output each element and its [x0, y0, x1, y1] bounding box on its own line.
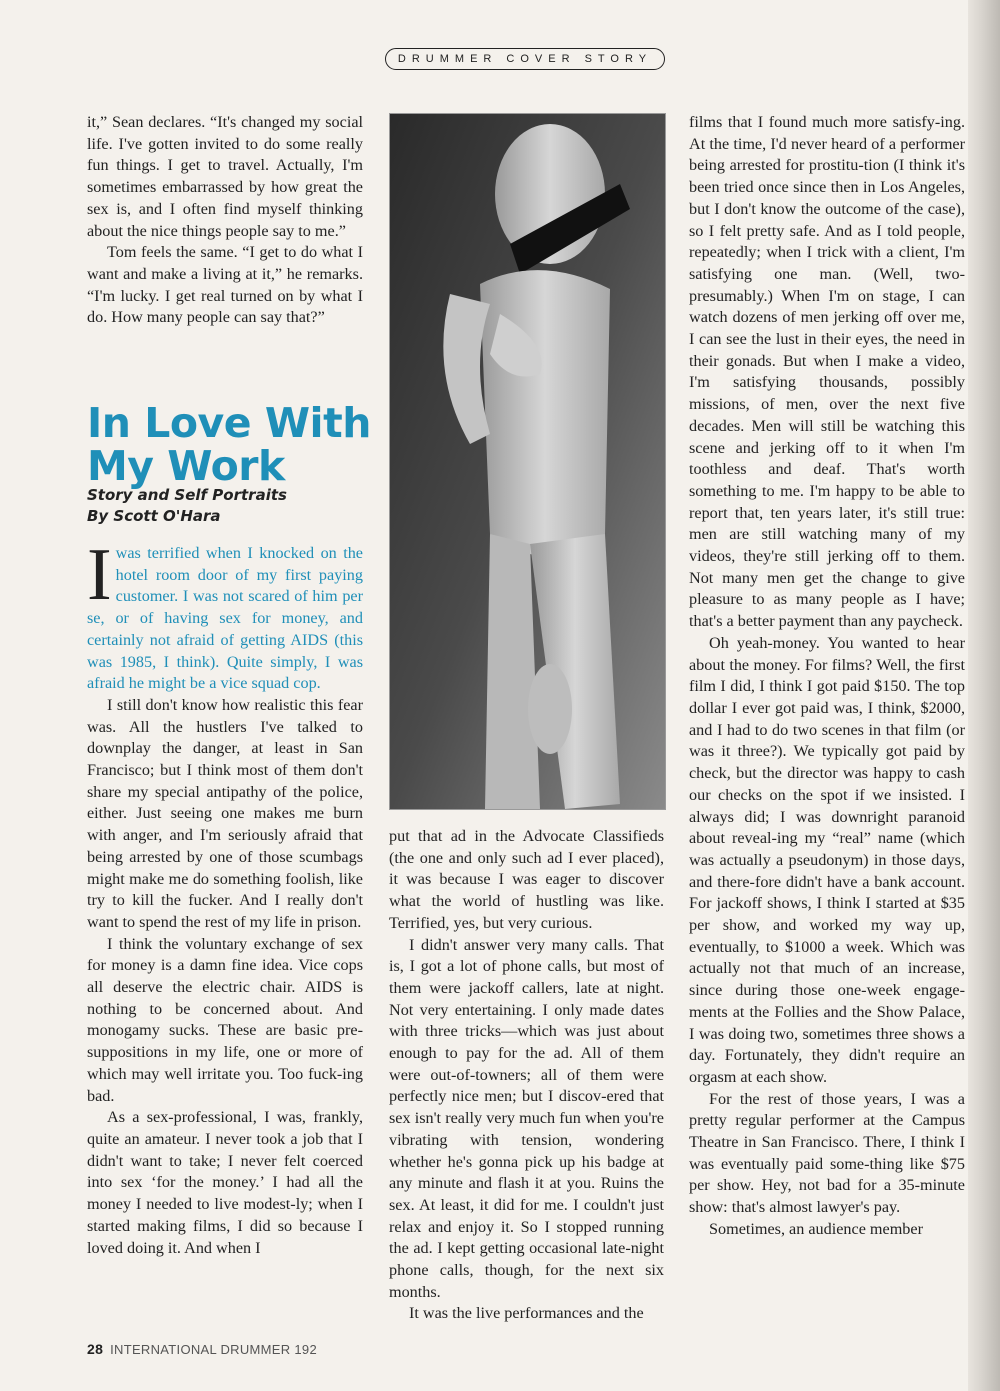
column-1-body	[87, 534, 363, 1259]
column-1-top	[87, 112, 363, 329]
lead-paragraph	[87, 534, 363, 695]
paragraph: put that ad in the Advocate Classifieds (the one and only such ad I ever placed), it was because I was eager to discover what the world of hustling was like. Terrified, yes, but very curious.	[389, 827, 664, 932]
paragraph: it,” Sean declares. “It's changed my social life. I've gotten invited to do some really fun things. I get to travel. Actually, I'm sometimes embarrassed by how great the sex is, and I often find myself thinking about the nice things people say to me.”	[87, 113, 363, 240]
paragraph: I still don't know how realistic this fear was. All the hustlers I've talked to downplay the danger, at least in San Francisco; but I think most of them don't share my special antipathy of the police, either. Just seeing one makes me burn with anger, and I'm seriously afraid that being arrested by one of those scumbags might make me do something foolish, like try to kill the fucker. And I really don't want to spend the rest of my life in prison.	[87, 695, 363, 931]
paragraph: I think the voluntary exchange of sex for money is a damn fine idea. Vice cops all deserve the electric chair. AIDS is nothing to be concerned about. And monogamy sucks. These are basic pre-suppositions in my life, one or more of which may well irritate you. Too fuck-ing bad.	[87, 934, 363, 1105]
column-3-body	[689, 112, 965, 1241]
article-headline	[87, 399, 377, 490]
paragraph: Oh yeah-money. You wanted to hear about the money. For films? Well, the first film I did, I think I got paid $150. The top dollar I ever got paid was, I think, $2000, and I had to do two scenes in that film (or was it three?). We typically got paid by check, but the director was happy to cash our checks on the spot if we insisted. I always did; I was downright paranoid about reveal-ing my “real” name (which was actually a pseudonym) in those days, and there-fore didn't have a bank account. For jackoff shows, I think I started at $35 per show, and worked my way up, eventually, to $1000 a week. Which was actually not that much of an increase, since during those one-week engage-ments at the Follies and the Show Palace, I was doing two, sometimes three shows a day. Fortunately, they didn't require an orgasm at each show.	[689, 633, 965, 1086]
page-number: 28	[87, 1341, 104, 1357]
paragraph: films that I found much more satisfy-ing. At the time, I'd never heard of a performer being arrested for prostitu-tion (I think it's been tried once since then in Los Angeles, but I don't know the outcome of the case), so I felt pretty safe. And as I told people, repeatedly; when I trick with a client, I'm satisfying one man. (Well, two-presumably.) When I'm on stage, I can watch dozens of men jerking off over me, I can see the lust in their eyes, the need in their gonads. But when I make a video, I'm satisfying thousands, possibly missions, of men, over the next five decades. Men will still be watching this scene and jerking off to it when I'm toothless and deaf. That's worth something to me. I'm happy to be able to report that, ten years later, it's still true: men are still watching many of my videos, they're still jerking off to them. Not many men get the change to give pleasure to as many people as I have; that's a better payment than any paycheck.	[689, 113, 965, 631]
paragraph: Tom feels the same. “I get to do what I want and make a living at it,” he remarks. “I'm lucky. I get real turned on by what I do. How many people can say that?”	[87, 243, 363, 327]
paragraph: For the rest of those years, I was a pretty regular performer at the Campus Theatre in San Francisco. There, I think I was eventually paid some-thing like $75 per show. Hey, not bad for a 35-minute show: that's almost lawyer's pay.	[689, 1089, 965, 1217]
page-footer	[87, 1341, 317, 1357]
drop-cap: I	[87, 534, 112, 616]
photo-illustration	[390, 114, 665, 809]
next-page-edge	[968, 0, 1000, 1391]
headline-line-2: My Work	[87, 442, 285, 490]
paragraph: Sometimes, an audience member	[709, 1219, 923, 1238]
self-portrait-photo	[389, 113, 666, 810]
headline-line-1: In Love With	[87, 399, 371, 447]
paragraph: It was the live performances and the	[409, 1304, 644, 1323]
article-subtitle: Story and Self Portraits	[87, 486, 287, 504]
paragraph: I didn't answer very many calls. That is, I got a lot of phone calls, but most of them were jackoff callers, late at night. Not very entertaining. I only made dates with three tricks—which was just about enough to pay for the ad. All of them were out-of-towners; all of them were perfectly nice men; but I discov-ered that sex isn't really very much fun when you're vibrating with tension, wondering whether he's gonna pick up his badge at any minute and flash it at you. Ruins the sex. At least, it did for me. I couldn't just relax and enjoy it. So I stopped running the ad. I kept getting occasional late-night phone calls, though, for the next six months.	[389, 935, 664, 1301]
section-header: DRUMMER COVER STORY	[385, 48, 665, 70]
publication-name: INTERNATIONAL DRUMMER 192	[110, 1342, 317, 1357]
byline	[87, 485, 363, 527]
paragraph: As a sex-professional, I was, frankly, quite an amateur. I never took a job that I didn't want to take; I never felt coerced into sex ‘for the money.’ I had all the money I needed to live modest-ly; when I started making films, I did so because I loved doing it. And when I	[87, 1108, 363, 1257]
lead-text: was terrified when I knocked on the hotel room door of my first paying customer. I was not scared of him per se, or of having sex for money, and certainly not afraid of getting AIDS (this was 1985, I think). Quite simply, I was afraid he might be a vice squad cop.	[87, 544, 363, 693]
column-2-body	[389, 826, 664, 1325]
article-author: By Scott O'Hara	[87, 507, 221, 525]
